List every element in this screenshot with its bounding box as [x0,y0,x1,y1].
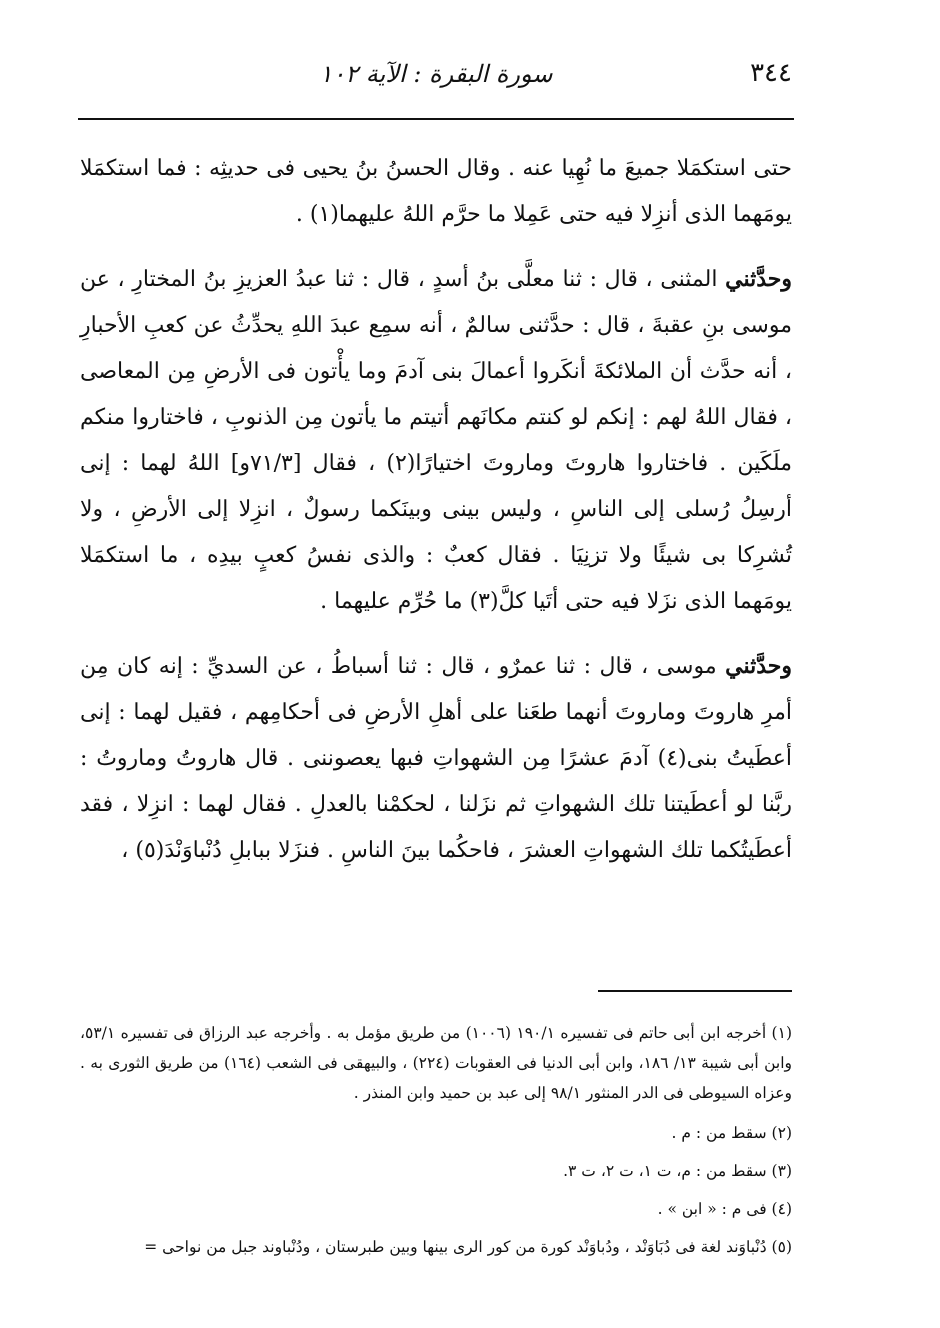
paragraph-3 [80,643,792,874]
paragraph-lead: وحدَّثني [725,653,792,679]
paragraph-lead: وحدَّثني [725,266,792,292]
page-header [80,58,792,106]
paragraph-1 [80,145,792,238]
paragraph-text: حتى استكمَلا جميعَ ما نُهِيا عنه . وقال الحسنُ بنُ يحيى فى حديثِه : فما استكمَلا يومَهما الذى أنزِلا فيه حتى عَمِلا ما حرَّم اللهُ عليهما(١) . [80,156,792,227]
main-text [80,145,792,892]
page-number: ٣٤٤ [750,58,792,88]
footnote-3: (٣) سقط من : م، ت ١، ت ٢، ت ٣. [563,1162,792,1180]
footnotes [80,1018,792,1270]
header-divider [78,118,794,120]
paragraph-2 [80,256,792,625]
footnote-divider [598,990,792,992]
running-head: سورة البقرة : الآية ١٠٢ [319,60,553,88]
paragraph-text: المثنى ، قال : ثنا معلَّى بنُ أسدٍ ، قال : ثنا عبدُ العزيزِ بنُ المختارِ ، عن موسى بنِ عقبةَ ، قال : حدَّثنى سالمٌ ، أنه سمِع عبدَ اللهِ يحدِّثُ عن كعبِ الأحبارِ ، أنه حدَّث أن الملائكةَ أنكَروا أعمالَ بنى آدمَ وما يأْتون فى الأرضِ مِن المعاصى ، فقال اللهُ لهم : إنكم لو كنتم مكانَهم أتيتم ما يأتون مِن الذنوبِ ، فاختاروا منكم ملَكَين . فاختاروا هاروتَ وماروتَ اختيارًا(٢) ، فقال [٧١/٣و] اللهُ لهما : إنى أرسِلُ رُسلى إلى الناسِ ، وليس بينى وبينَكما رسولٌ ، انزِلا إلى الأرضِ ، ولا تُشرِكا بى شيئًا ولا تزنِيَا . فقال كعبٌ : والذى نفسُ كعبٍ بيدِه ، ما استكمَلا يومَهما الذى نزَلا فيه حتى أتَيا كلَّ(٣) ما حُرِّم عليهما . [80,267,793,614]
footnote-5: (٥) دُنْباوَند لغة فى دُبَاوَنْد ، ودُباوَنْد كورة من كور الرى بينها وبين طبرستان ، ودُنْباوند جبل من نواحى = [144,1238,792,1256]
footnote-1: (١) أخرجه ابن أبى حاتم فى تفسيره ١٩٠/١ (١٠٠٦) من طريق مؤمل به . وأخرجه عبد الرزاق فى تفسيره ٥٣/١، وابن أبى شيبة ١٣/ ١٨٦، وابن أبى الدنيا فى العقوبات (٢٢٤) ، والبيهقى فى الشعب (١٦٤) من طريق الثورى به . وعزاه السيوطى فى الدر المنثور ٩٨/١ إلى عبد بن حميد وابن المنذر . [80,1024,793,1102]
footnote-2: (٢) سقط من : م . [671,1124,792,1142]
footnote-4: (٤) فى م : « ابن » . [657,1200,792,1218]
paragraph-text: موسى ، قال : ثنا عمرٌو ، قال : ثنا أسباطُ ، عن السديِّ : إنه كان مِن أمرِ هاروتَ وماروتَ أنهما طعَنا على أهلِ الأرضِ فى أحكامِهم ، فقيل لهما : إنى أعطَيتُ بنى(٤) آدمَ عشرًا مِن الشهواتِ فبها يعصوننى . قال هاروتُ وماروتُ : ربَّنا لو أعطَيتنا تلك الشهواتِ ثم نزَلنا ، لحكمْنا بالعدلِ . فقال لهما : انزِلا ، فقد أعطَيتُكما تلك الشهواتِ العشرَ ، فاحكُما بينَ الناسِ . فنزَلا ببابلِ دُنْباوَنْدَ(٥) ، [80,654,793,863]
